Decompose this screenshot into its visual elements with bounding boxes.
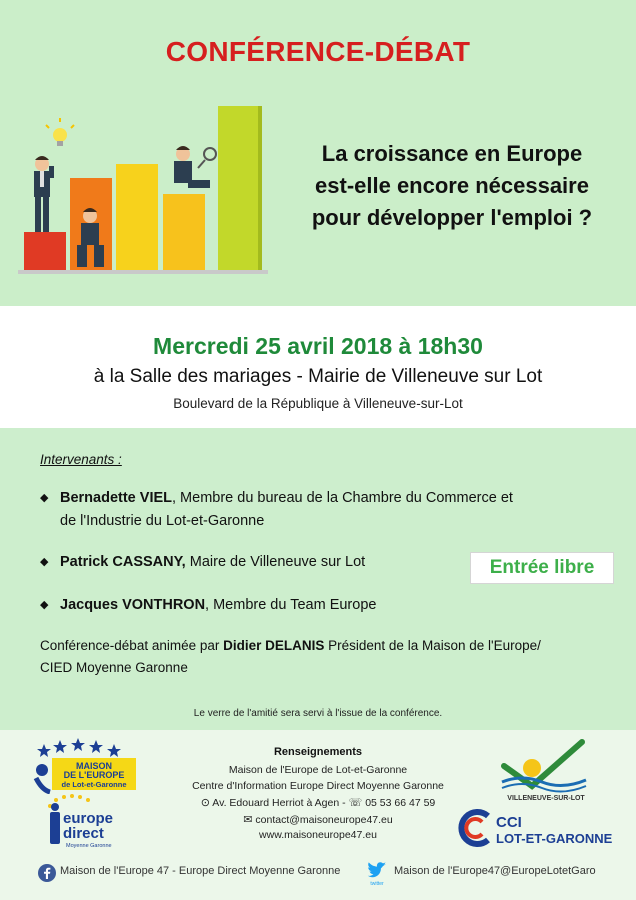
speaker-item <box>40 487 610 533</box>
moderator-org: CIED Moyenne Garonne <box>40 660 188 675</box>
speaker-item <box>40 594 610 617</box>
villeneuve-logo-text: VILLENEUVE-SUR-LOT <box>507 795 585 802</box>
speaker-role-continued: de l'Industrie du Lot-et-Garonne <box>60 513 265 529</box>
contact-email[interactable]: contact@maisoneurope47.eu <box>255 814 393 826</box>
growth-bars-illustration <box>18 100 268 278</box>
speaker-name: Bernadette VIEL <box>60 490 172 506</box>
speaker-role: Maire de Villeneuve sur Lot <box>185 554 366 570</box>
contact-phone: 05 53 66 47 59 <box>365 797 436 809</box>
contact-heading: Renseignements <box>273 746 363 758</box>
question-line: est-elle encore nécessaire <box>315 173 589 198</box>
location-pin-icon: ⊙ <box>200 797 210 809</box>
maison-logo-line2: DE L'EUROPE <box>63 770 125 780</box>
cci-logo <box>452 806 622 850</box>
question-title <box>282 138 622 234</box>
maison-logo-line1: MAISON <box>76 761 112 771</box>
moderator-prefix: Conférence-débat animée par <box>40 638 224 653</box>
lightbulb-icon <box>46 118 74 146</box>
moderator-text <box>40 635 610 679</box>
speaker-name: Patrick CASSANY, <box>60 554 186 570</box>
twitter-wordmark: twitter <box>370 881 384 886</box>
page-title: CONFÉRENCE-DÉBAT <box>165 36 471 67</box>
facebook-link[interactable]: Maison de l'Europe 47 - Europe Direct Moyenne Garonne <box>60 865 341 877</box>
speaker-role: , Membre du bureau de la Chambre du Commerce et <box>172 490 513 506</box>
contact-address: Av. Edouard Herriot à Agen - <box>212 797 346 809</box>
europe-direct-line2: direct <box>63 825 104 842</box>
villeneuve-logo <box>496 738 596 802</box>
maison-europe-logo <box>30 738 138 794</box>
cci-logo-line2: LOT-ET-GARONNE <box>496 831 613 846</box>
social-links <box>0 860 636 888</box>
org-name: Maison de l'Europe de Lot-et-Garonne <box>228 764 408 776</box>
bullet-icon: ◆ <box>40 556 49 568</box>
mail-icon: ✉ <box>243 814 253 826</box>
businessman-standing-icon <box>34 156 54 232</box>
moderator-name: Didier DELANIS <box>223 638 325 653</box>
free-entry-badge: Entrée libre <box>470 552 614 584</box>
speaker-role: , Membre du Team Europe <box>205 597 377 613</box>
moderator-suffix: Président de la Maison de l'Europe/ <box>324 638 541 653</box>
europe-direct-line3: Moyenne Garonne <box>66 843 112 849</box>
maison-logo-line3: de Lot-et-Garonne <box>61 780 127 789</box>
org-center: Centre d'Information Europe Direct Moyenne Garonne <box>192 780 444 792</box>
speaker-name: Jacques VONTHRON <box>60 597 206 613</box>
europe-direct-line1: europe <box>63 810 114 827</box>
twitter-link[interactable]: Maison de l'Europe47@EuropeLotetGaro <box>394 865 596 877</box>
businessman-magnifier-icon <box>174 146 216 188</box>
bullet-icon: ◆ <box>40 492 49 504</box>
reception-note: Le verre de l'amitié sera servi à l'issue de la conférence. <box>193 708 443 719</box>
bullet-icon: ◆ <box>40 599 49 611</box>
twitter-icon[interactable] <box>366 860 388 886</box>
cci-logo-line1: CCI <box>496 814 522 831</box>
event-date: Mercredi 25 avril 2018 à 18h30 <box>153 333 483 359</box>
contact-website[interactable]: www.maisoneurope47.eu <box>259 829 377 841</box>
europe-direct-logo <box>44 794 124 854</box>
question-line: La croissance en Europe <box>321 141 583 166</box>
event-venue: à la Salle des mariages - Mairie de Villeneuve sur Lot <box>93 366 543 387</box>
facebook-icon[interactable] <box>38 864 56 882</box>
question-line: pour développer l'emploi ? <box>311 205 593 230</box>
phone-icon: ☏ <box>348 797 363 809</box>
speakers-heading: Intervenants : <box>40 452 122 467</box>
event-address: Boulevard de la République à Villeneuve-sur-Lot <box>173 396 463 411</box>
